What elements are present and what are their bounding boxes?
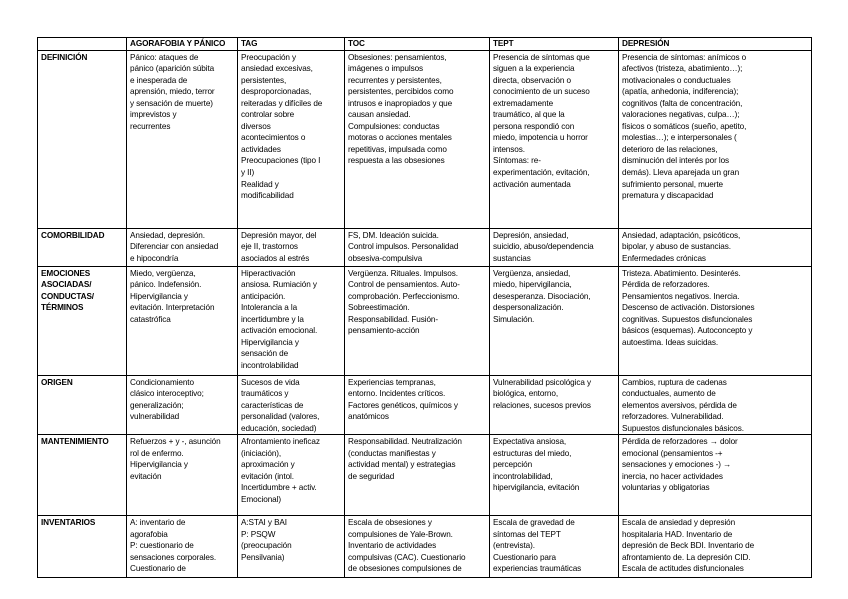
cell-text-line: experiencias traumáticas — [493, 564, 582, 574]
header-cell-tept: TEPT — [490, 38, 619, 51]
cell-text-line: entorno. Incidentes críticos. — [348, 389, 446, 399]
cell-text-line: aprensión, miedo, terror — [130, 87, 215, 97]
cell-text-line: Hiperactivación — [241, 268, 296, 278]
cell-text-line: Experiencias tempranas, — [348, 377, 436, 387]
cell-text-line: Cuestionario de — [130, 564, 186, 574]
cell-text-line: P: PSQW — [241, 529, 276, 539]
cell-text-line: motivacionales o conductuales — [622, 75, 731, 85]
cell-text-line: hospitalaria HAD. Inventario de — [622, 529, 733, 539]
cell-text-line: básicos (esquemas). Autoconcepto y — [622, 326, 753, 336]
cell-text-line: P: cuestionario de — [130, 541, 194, 551]
cell-text-line: reiteradas y difíciles de — [241, 98, 323, 108]
cell-text-line: actividad mental) y estrategias — [348, 460, 456, 470]
cell-text-line: Control impulsos. Personalidad — [348, 242, 459, 252]
cell-text-line: (preocupación — [241, 541, 292, 551]
cell-text-line: incontrolabilidad, — [493, 471, 553, 481]
cell-text-line: Expectativa ansiosa, — [493, 437, 567, 447]
table-row — [38, 266, 812, 375]
cell-text-line: Hipervigilancia y — [130, 460, 188, 470]
cell-text-line: diversos — [241, 121, 271, 131]
cell-text-line: imágenes o impulsos — [348, 64, 424, 74]
cell-agorafobia — [127, 435, 238, 516]
cell-text-line: sensaciones corporales. — [130, 552, 216, 562]
cell-text-line: evitación. Interpretación — [130, 303, 215, 313]
cell-text-line: comprobación. Perfeccionismo. — [348, 291, 460, 301]
cell-text-line: pánico. Indefensión. — [130, 280, 202, 290]
cell-text-line: recurrentes y persistentes, — [348, 75, 442, 85]
cell-text-line: aproximación y — [241, 460, 295, 470]
cell-text-line: síntomas del TEPT — [493, 529, 561, 539]
cell-tept — [490, 435, 619, 516]
cell-text-line: causan ansiedad. — [348, 110, 411, 120]
header-cell-depresion: DEPRESIÓN — [619, 38, 812, 51]
cell-text-line: Simulación. — [493, 314, 535, 324]
cell-text-line: reforzadores. Vulnerabilidad. — [622, 412, 724, 422]
cell-text-line: Depresión mayor, del — [241, 230, 317, 240]
cell-text-line: sustancias — [493, 253, 531, 263]
cell-tept — [490, 375, 619, 435]
cell-text-line: Descenso de activación. Distorsiones — [622, 303, 755, 313]
cell-text-line: traumático, al que la — [493, 110, 565, 120]
cell-text-line: elementos aversivos, pérdida de — [622, 400, 737, 410]
cell-text-line: persona respondió con — [493, 121, 575, 131]
cell-text-line: Cuestionario para — [493, 552, 556, 562]
cell-depresion — [619, 266, 812, 375]
cell-text-line: conocimiento de un suceso — [493, 87, 590, 97]
cell-text-line: afrontamiento de. La depresión CID. — [622, 552, 751, 562]
cell-text-line: ansiedad excesivas, — [241, 64, 313, 74]
cell-depresion — [619, 375, 812, 435]
cell-text-line: desproporcionadas, — [241, 87, 312, 97]
cell-text-line: Incertidumbre + activ. — [241, 483, 317, 493]
cell-text-line: Pensilvania) — [241, 552, 285, 562]
cell-text-line: Hipervigilancia y — [130, 291, 188, 301]
cell-text-line: Enfermedades crónicas — [622, 253, 706, 263]
cell-text-line: compulsivas (CAC). Cuestionario — [348, 552, 466, 562]
cell-text-line: prematura y discapacidad — [622, 191, 714, 201]
table-row — [38, 50, 812, 228]
cell-text-line: modificabilidad — [241, 191, 294, 201]
cell-text-line: Sobreestimación. — [348, 303, 410, 313]
header-row — [38, 38, 812, 51]
row-label: MANTENIMIENTO — [38, 435, 127, 516]
document-page — [37, 37, 812, 578]
cell-toc — [345, 516, 490, 578]
cell-text-line: sufrimiento personal, muerte — [622, 179, 723, 189]
cell-text-line: recurrentes — [130, 121, 171, 131]
cell-text-line: acontecimientos o — [241, 133, 306, 143]
row-label — [38, 266, 127, 375]
cell-text-line: Escala de actitudes disfuncionales — [622, 564, 744, 574]
cell-text-line: Sucesos de vida — [241, 377, 300, 387]
cell-text-line: y II) — [241, 168, 255, 178]
table-row — [38, 375, 812, 435]
table-row — [38, 228, 812, 266]
cell-text-line: disminución del interés por los — [622, 156, 730, 166]
cell-text-line: Responsabilidad. Neutralización — [348, 437, 462, 447]
cell-toc — [345, 375, 490, 435]
cell-text-line: FS, DM. Ideación suicida. — [348, 230, 439, 240]
cell-text-line: eje II, trastornos — [241, 242, 298, 252]
cell-text-line: (entrevista). — [493, 541, 535, 551]
cell-text-line: actividades — [241, 144, 281, 154]
cell-text-line: obsesiva-compulsiva — [348, 253, 423, 263]
cell-text-line: repetitivas, impulsada como — [348, 144, 447, 154]
cell-text-line: Vergüenza, ansiedad, — [493, 268, 571, 278]
cell-text-line: afectivos (tristeza, abatimiento…); — [622, 64, 743, 74]
cell-text-line: biológica, entorno, — [493, 389, 559, 399]
row-label: COMORBILIDAD — [38, 228, 127, 266]
cell-text-line: incontrolabilidad — [241, 360, 299, 370]
cell-text-line: Hipervigilancia y — [241, 337, 299, 347]
row-label-line: TÉRMINOS — [41, 303, 84, 313]
cell-text-line: Emocional) — [241, 495, 281, 505]
cell-text-line: traumáticos y — [241, 389, 289, 399]
cell-text-line: demás). Lleva aparejada un gran — [622, 168, 740, 178]
cell-depresion — [619, 228, 812, 266]
cell-text-line: (conductas manifiestas y — [348, 448, 436, 458]
cell-tag — [238, 266, 345, 375]
cell-text-line: sensaciones y emociones -) → — [622, 460, 732, 470]
cell-text-line: Depresión, ansiedad, — [493, 230, 569, 240]
header-cell-empty — [38, 38, 127, 51]
cell-text-line: (apatía, anhedonia, indiferencia); — [622, 87, 739, 97]
cell-text-line: percepción — [493, 460, 533, 470]
cell-text-line: bipolar, y abuso de sustancias. — [622, 242, 731, 252]
table-row — [38, 435, 812, 516]
cell-text-line: clásico interoceptivo; — [130, 389, 204, 399]
cell-tept — [490, 516, 619, 578]
cell-text-line: personalidad (valores, — [241, 412, 320, 422]
cell-text-line: Supuestos disfuncionales básicos. — [622, 423, 744, 433]
cell-text-line: A:STAI y BAI — [241, 518, 287, 528]
cell-text-line: anticipación. — [241, 291, 286, 301]
cell-text-line: intensos. — [493, 144, 525, 154]
cell-text-line: Pensamientos negativos. Inercia. — [622, 291, 740, 301]
cell-text-line: Preocupación y — [241, 52, 297, 62]
cell-text-line: autoestima. Ideas suicidas. — [622, 337, 719, 347]
cell-text-line: Síntomas: re- — [493, 156, 541, 166]
cell-text-line: Presencia de síntomas que — [493, 52, 590, 62]
cell-text-line: (iniciación), — [241, 448, 282, 458]
cell-text-line: Realidad y — [241, 179, 279, 189]
cell-text-line: inercia, no hacer actividades — [622, 471, 723, 481]
cell-text-line: motoras o acciones mentales — [348, 133, 452, 143]
cell-text-line: directa, observación o — [493, 75, 571, 85]
cell-text-line: generalización; — [130, 400, 184, 410]
row-label: INVENTARIOS — [38, 516, 127, 578]
cell-text-line: Ansiedad, depresión. — [130, 230, 205, 240]
cell-text-line: e hipocondría — [130, 253, 179, 263]
cell-text-line: evitación (intol. — [241, 471, 294, 481]
row-label-line: ASOCIADAS/ — [41, 280, 92, 290]
row-label: ORIGEN — [38, 375, 127, 435]
cell-depresion — [619, 50, 812, 228]
cell-text-line: Miedo, vergüenza, — [130, 268, 196, 278]
cell-text-line: Ansiedad, adaptación, psicóticos, — [622, 230, 741, 240]
cell-text-line: sensación de — [241, 349, 289, 359]
cell-text-line: Control de pensamientos. Auto- — [348, 280, 460, 290]
cell-text-line: persistentes, percibidos como — [348, 87, 454, 97]
cell-text-line: suicidio, abuso/dependencia — [493, 242, 594, 252]
cell-tag — [238, 50, 345, 228]
cell-text-line: extremadamente — [493, 98, 554, 108]
cell-text-line: relaciones, sucesos previos — [493, 400, 591, 410]
cell-text-line: activación aumentada — [493, 179, 571, 189]
cell-text-line: Vulnerabilidad psicológica y — [493, 377, 591, 387]
cell-text-line: Pérdida de reforzadores → dolor — [622, 437, 738, 447]
cell-text-line: estructuras del miedo, — [493, 448, 572, 458]
cell-text-line: Escala de obsesiones y — [348, 518, 432, 528]
cell-text-line: respuesta a las obsesiones — [348, 156, 445, 166]
cell-text-line: Inventario de actividades — [348, 541, 437, 551]
cell-text-line: miedo, impotencia u horror — [493, 133, 588, 143]
cell-text-line: incertidumbre y la — [241, 314, 304, 324]
cell-text-line: siguen a la experiencia — [493, 64, 575, 74]
cell-text-line: Diferenciar con ansiedad — [130, 242, 219, 252]
cell-text-line: asociados al estrés — [241, 253, 310, 263]
row-label: DEFINICIÓN — [38, 50, 127, 228]
cell-text-line: controlar sobre — [241, 110, 295, 120]
cell-agorafobia — [127, 228, 238, 266]
cell-text-line: imprevistos y — [130, 110, 177, 120]
cell-text-line: Preocupaciones (tipo I — [241, 156, 321, 166]
cell-text-line: Responsabilidad. Fusión- — [348, 314, 438, 324]
cell-text-line: conductuales, aumento de — [622, 389, 716, 399]
cell-text-line: hipervigilancia, evitación — [493, 483, 580, 493]
table-row — [38, 516, 812, 578]
cell-text-line: experimentación, evitación, — [493, 168, 590, 178]
header-cell-tag: TAG — [238, 38, 345, 51]
cell-tag — [238, 228, 345, 266]
cell-text-line: Cambios, ruptura de cadenas — [622, 377, 727, 387]
cell-text-line: persistentes, — [241, 75, 287, 85]
cell-text-line: A: inventario de — [130, 518, 186, 528]
cell-toc — [345, 228, 490, 266]
cell-agorafobia — [127, 266, 238, 375]
cell-text-line: agorafobia — [130, 529, 168, 539]
cell-text-line: evitación — [130, 471, 162, 481]
cell-text-line: despersonalización. — [493, 303, 564, 313]
cell-tept — [490, 50, 619, 228]
cell-text-line: de obsesiones compulsiones de — [348, 564, 462, 574]
cell-text-line: Refuerzos + y -, asunción — [130, 437, 221, 447]
cell-text-line: rol de enfermo. — [130, 448, 184, 458]
cell-text-line: anatómicos — [348, 412, 389, 422]
cell-text-line: Pérdida de reforzadores. — [622, 280, 710, 290]
cell-text-line: activación emocional. — [241, 326, 318, 336]
cell-text-line: Compulsiones: conductas — [348, 121, 440, 131]
comparison-table — [37, 37, 812, 578]
cell-tept — [490, 266, 619, 375]
cell-agorafobia — [127, 375, 238, 435]
cell-text-line: catastrófica — [130, 314, 171, 324]
cell-text-line: Pánico: ataques de — [130, 52, 199, 62]
cell-toc — [345, 266, 490, 375]
cell-text-line: depresión de Beck BDI. Inventario de — [622, 541, 755, 551]
cell-text-line: educación, sociedad) — [241, 423, 317, 433]
cell-text-line: características de — [241, 400, 304, 410]
cell-agorafobia — [127, 50, 238, 228]
cell-toc — [345, 435, 490, 516]
cell-text-line: pánico (aparición súbita — [130, 64, 215, 74]
cell-text-line: Intolerancia a la — [241, 303, 298, 313]
cell-text-line: Afrontamiento ineficaz — [241, 437, 320, 447]
cell-text-line: Obsesiones: pensamientos, — [348, 52, 447, 62]
cell-text-line: Tristeza. Abatimiento. Desinterés. — [622, 268, 741, 278]
cell-agorafobia — [127, 516, 238, 578]
cell-text-line: Factores genéticos, químicos y — [348, 400, 458, 410]
cell-text-line: cognitivas. Supuestos disfuncionales — [622, 314, 753, 324]
cell-text-line: pensamiento-acción — [348, 326, 420, 336]
cell-text-line: Presencia de síntomas: anímicos o — [622, 52, 747, 62]
cell-text-line: cognitivos (falta de concentración, — [622, 98, 743, 108]
cell-toc — [345, 50, 490, 228]
cell-text-line: voluntarias y obligatorias — [622, 483, 710, 493]
cell-text-line: y sensación de muerte) — [130, 98, 213, 108]
cell-text-line: e inesperada de — [130, 75, 188, 85]
cell-text-line: físicos o somáticos (sueño, apetito, — [622, 121, 747, 131]
header-cell-toc: TOC — [345, 38, 490, 51]
cell-text-line: Condicionamiento — [130, 377, 194, 387]
cell-text-line: compulsiones de Yale-Brown. — [348, 529, 453, 539]
row-label-line: EMOCIONES — [41, 268, 91, 278]
cell-text-line: valoraciones negativas, culpa…); — [622, 110, 740, 120]
cell-text-line: Escala de gravedad de — [493, 518, 575, 528]
cell-tag — [238, 516, 345, 578]
cell-text-line: ansiosa. Rumiación y — [241, 280, 317, 290]
cell-text-line: deterioro de las relaciones, — [622, 144, 718, 154]
cell-text-line: miedo, hipervigilancia, — [493, 280, 572, 290]
row-label-line: CONDUCTAS/ — [41, 291, 94, 301]
cell-text-line: desesperanza. Disociación, — [493, 291, 591, 301]
cell-text-line: molestias…); e interpersonales ( — [622, 133, 737, 143]
cell-depresion — [619, 516, 812, 578]
cell-text-line: vulnerabilidad — [130, 412, 180, 422]
cell-text-line: emocional (pensamientos -+ — [622, 448, 723, 458]
cell-depresion — [619, 435, 812, 516]
cell-text-line: intrusos e inapropiados y que — [348, 98, 453, 108]
cell-text-line: Vergüenza. Rituales. Impulsos. — [348, 268, 458, 278]
cell-text-line: de seguridad — [348, 471, 395, 481]
cell-tag — [238, 435, 345, 516]
header-cell-agorafobia: AGORAFOBIA Y PÁNICO — [127, 38, 238, 51]
cell-tag — [238, 375, 345, 435]
cell-tept — [490, 228, 619, 266]
cell-text-line: Escala de ansiedad y depresión — [622, 518, 736, 528]
